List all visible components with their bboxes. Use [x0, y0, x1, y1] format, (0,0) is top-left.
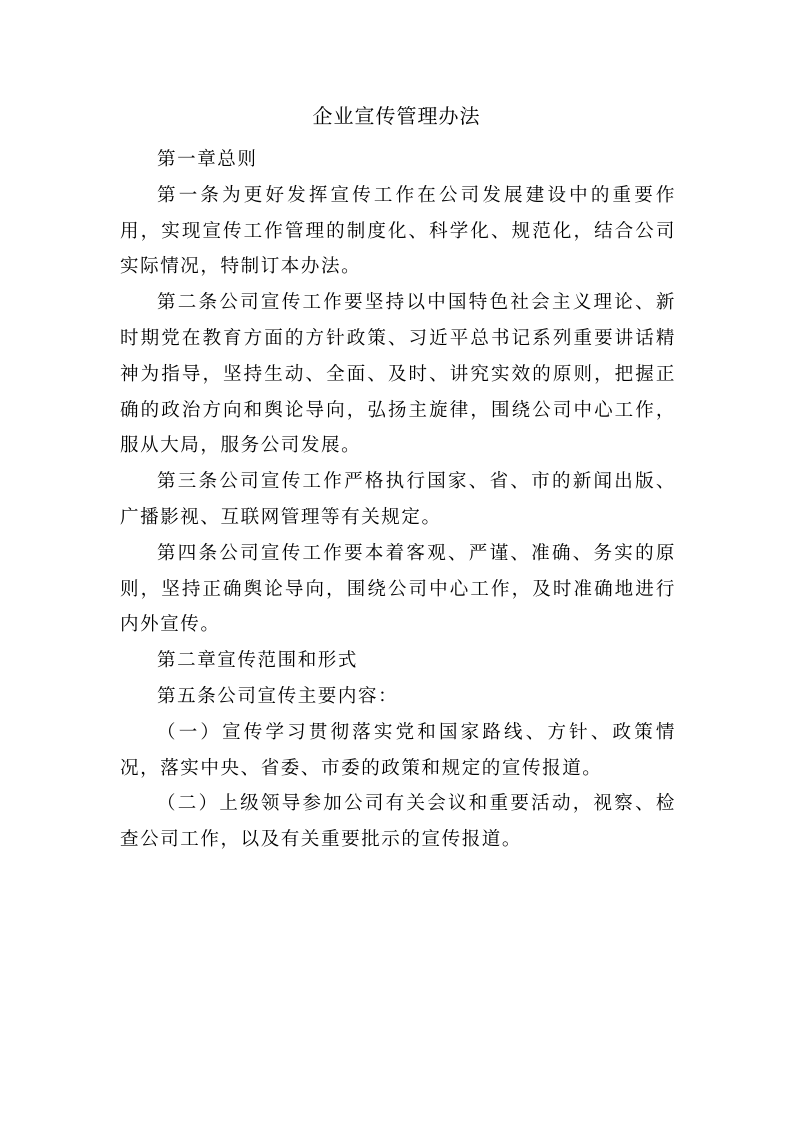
document-title: 企业宣传管理办法 — [312, 104, 481, 128]
article-2: 第二条公司宣传工作要坚持以中国特色社会主义理论、新时期党在教育方面的方针政策、习近平总书记系列重要讲话精神为指导，坚持生动、全面、及时、讲究实效的原则，把握正确的政治方向和舆论导向，弘扬主旋律，围绕公司中心工作，服从大局，服务公司发展。 — [120, 292, 676, 457]
article-4: 第四条公司宣传工作要本着客观、严谨、准确、务实的原则，坚持正确舆论导向，围绕公司中心工作，及时准确地进行内外宣传。 — [120, 542, 676, 636]
document-body — [120, 142, 676, 858]
article-3: 第三条公司宣传工作严格执行国家、省、市的新闻出版、广播影视、互联网管理等有关规定。 — [120, 471, 676, 528]
article-1: 第一条为更好发挥宣传工作在公司发展建设中的重要作用，实现宣传工作管理的制度化、科学化、规范化，结合公司实际情况，特制订本办法。 — [120, 184, 676, 278]
article-5-item-1: （一）宣传学习贯彻落实党和国家路线、方针、政策情况，落实中央、省委、市委的政策和规定的宣传报道。 — [120, 721, 676, 779]
article-5: 第五条公司宣传主要内容： — [157, 685, 399, 707]
chapter-heading-2: 第二章宣传范围和形式 — [157, 650, 359, 672]
article-5-item-2: （二）上级领导参加公司有关会议和重要活动，视察、检查公司工作，以及有关重要批示的宣传报道。 — [120, 793, 676, 851]
chapter-heading-1: 第一章总则 — [157, 149, 258, 170]
